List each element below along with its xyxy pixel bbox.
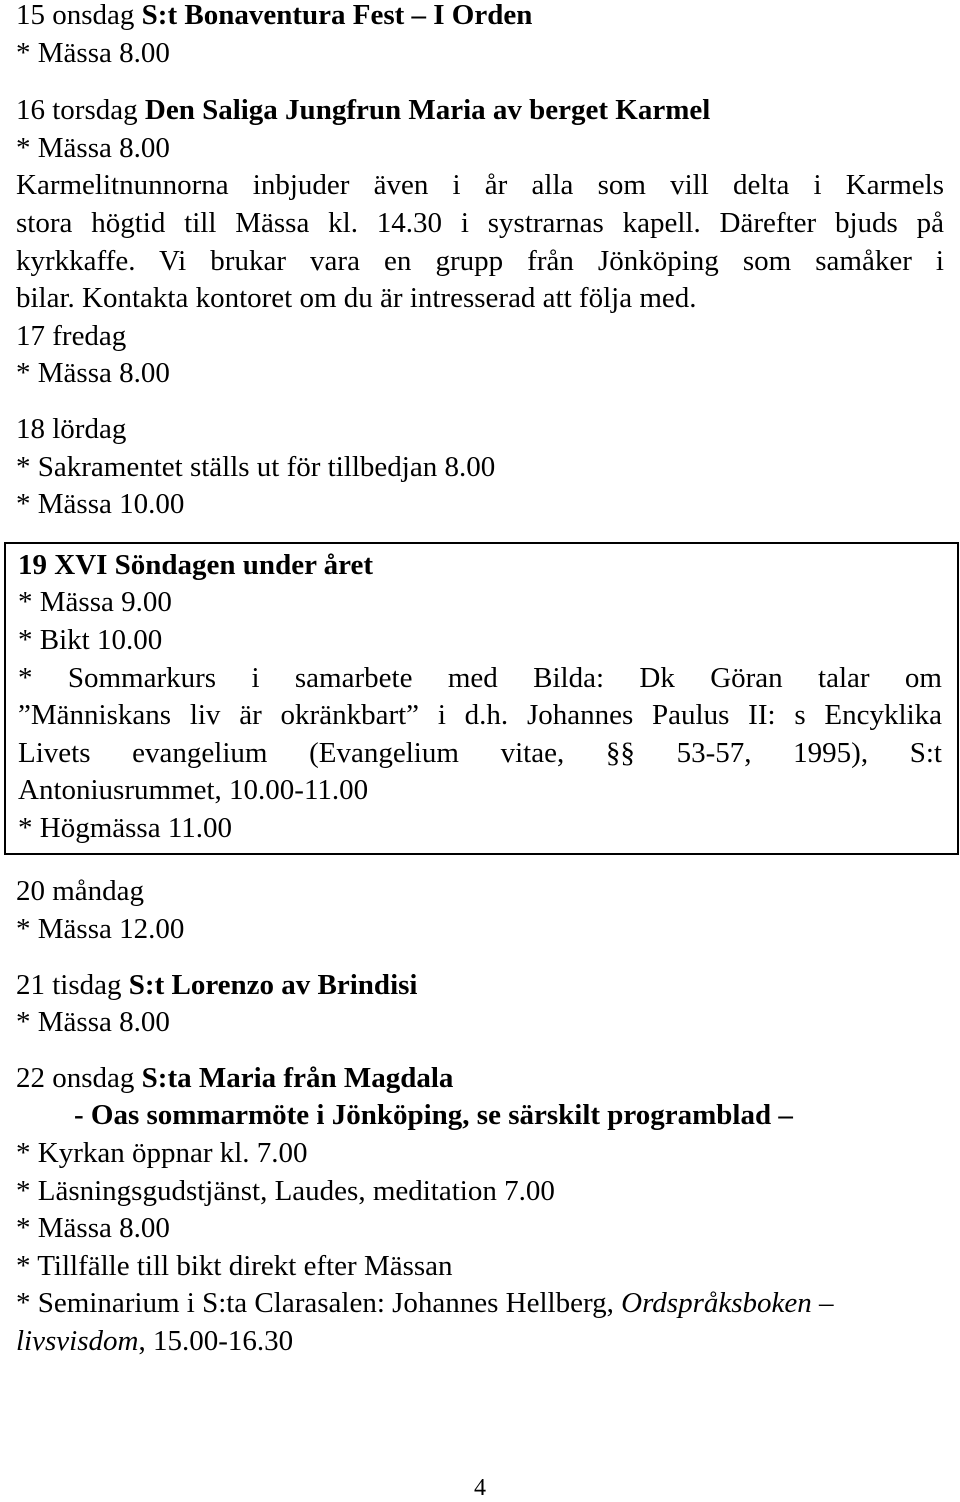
entry-22 xyxy=(16,1060,944,1361)
feast-name: S:ta Maria från Magdala xyxy=(141,1061,454,1094)
day-date: 22 onsdag xyxy=(16,1061,142,1094)
mass-time: * Mässa 8.00 xyxy=(16,36,170,69)
mass-time: * Mässa 8.00 xyxy=(16,131,170,164)
seminar-prefix: * Seminarium i S:ta Clarasalen: Johannes Hellberg, xyxy=(16,1287,622,1320)
entry-17 xyxy=(16,318,944,393)
entry-21 xyxy=(16,967,944,1042)
course-line: * Sommarkurs i samarbete med Bilda: Dk Göran talar om xyxy=(18,661,942,694)
page-number: 4 xyxy=(474,1475,486,1501)
mass-time: * Mässa 10.00 xyxy=(16,488,185,521)
entry-18 xyxy=(16,411,944,524)
high-mass-time: * Högmässa 11.00 xyxy=(18,811,232,844)
seminar-line xyxy=(16,1323,944,1361)
adoration-time: * Sakramentet ställs ut för tillbedjan 8.00 xyxy=(16,450,496,483)
course-line: Livets evangelium (Evangelium vitae, §§ 53-57, 1995), S:t xyxy=(18,736,942,769)
entry-20 xyxy=(16,873,944,948)
mass-time: * Mässa 8.00 xyxy=(16,357,170,390)
note-line: bilar. Kontakta kontoret om du är intresserad att följa med. xyxy=(16,282,697,315)
seminar-line xyxy=(16,1285,944,1323)
seminar-title: livsvisdom xyxy=(16,1325,139,1357)
day-date: 15 onsdag xyxy=(16,0,142,31)
confession-time: * Bikt 10.00 xyxy=(18,623,163,656)
calendar-page xyxy=(16,0,944,1361)
course-line: ”Människans liv är okränkbart” i d.h. Johannes Paulus II: s Encyklika xyxy=(18,699,942,732)
day-heading xyxy=(16,1060,944,1098)
course-line: Antoniusrummet, 10.00-11.00 xyxy=(18,774,369,807)
mass-time: * Mässa 9.00 xyxy=(18,586,172,619)
seminar-title: Ordspråksboken – xyxy=(621,1287,834,1320)
entry-16 xyxy=(16,92,944,318)
sunday-title: 19 XVI Söndagen under året xyxy=(18,548,374,581)
feast-name: S:t Bonaventura Fest – I Orden xyxy=(141,0,533,31)
summer-meeting-notice: - Oas sommarmöte i Jönköping, se särskilt programblad – xyxy=(74,1099,793,1132)
day-date: 18 lördag xyxy=(16,412,127,445)
day-heading xyxy=(16,0,944,35)
day-date: 21 tisdag xyxy=(16,968,129,1001)
seminar-time: , 15.00-16.30 xyxy=(138,1325,294,1357)
church-opens-time: * Kyrkan öppnar kl. 7.00 xyxy=(16,1137,308,1170)
day-heading xyxy=(16,967,944,1005)
feast-name: S:t Lorenzo av Brindisi xyxy=(128,968,418,1001)
confession-note: * Tillfälle till bikt direkt efter Mässan xyxy=(16,1249,453,1282)
mass-time: * Mässa 8.00 xyxy=(16,1006,170,1039)
feast-name: Den Saliga Jungfrun Maria av berget Karmel xyxy=(144,94,711,127)
sunday-box xyxy=(4,542,959,856)
day-date: 17 fredag xyxy=(16,319,127,352)
day-date: 16 torsdag xyxy=(16,94,145,127)
note-line: Karmelitnunnorna inbjuder även i år alla som vill delta i Karmels xyxy=(16,169,944,202)
mass-time: * Mässa 8.00 xyxy=(16,1212,170,1245)
readings-time: * Läsningsgudstjänst, Laudes, meditation 7.00 xyxy=(16,1174,555,1207)
mass-time: * Mässa 12.00 xyxy=(16,913,185,946)
note-line: stora högtid till Mässa kl. 14.30 i systrarnas kapell. Därefter bjuds på xyxy=(16,206,944,239)
entry-15 xyxy=(16,0,944,72)
day-heading xyxy=(16,92,944,130)
note-line: kyrkkaffe. Vi brukar vara en grupp från Jönköping som samåker i xyxy=(16,244,944,277)
day-date: 20 måndag xyxy=(16,875,145,908)
